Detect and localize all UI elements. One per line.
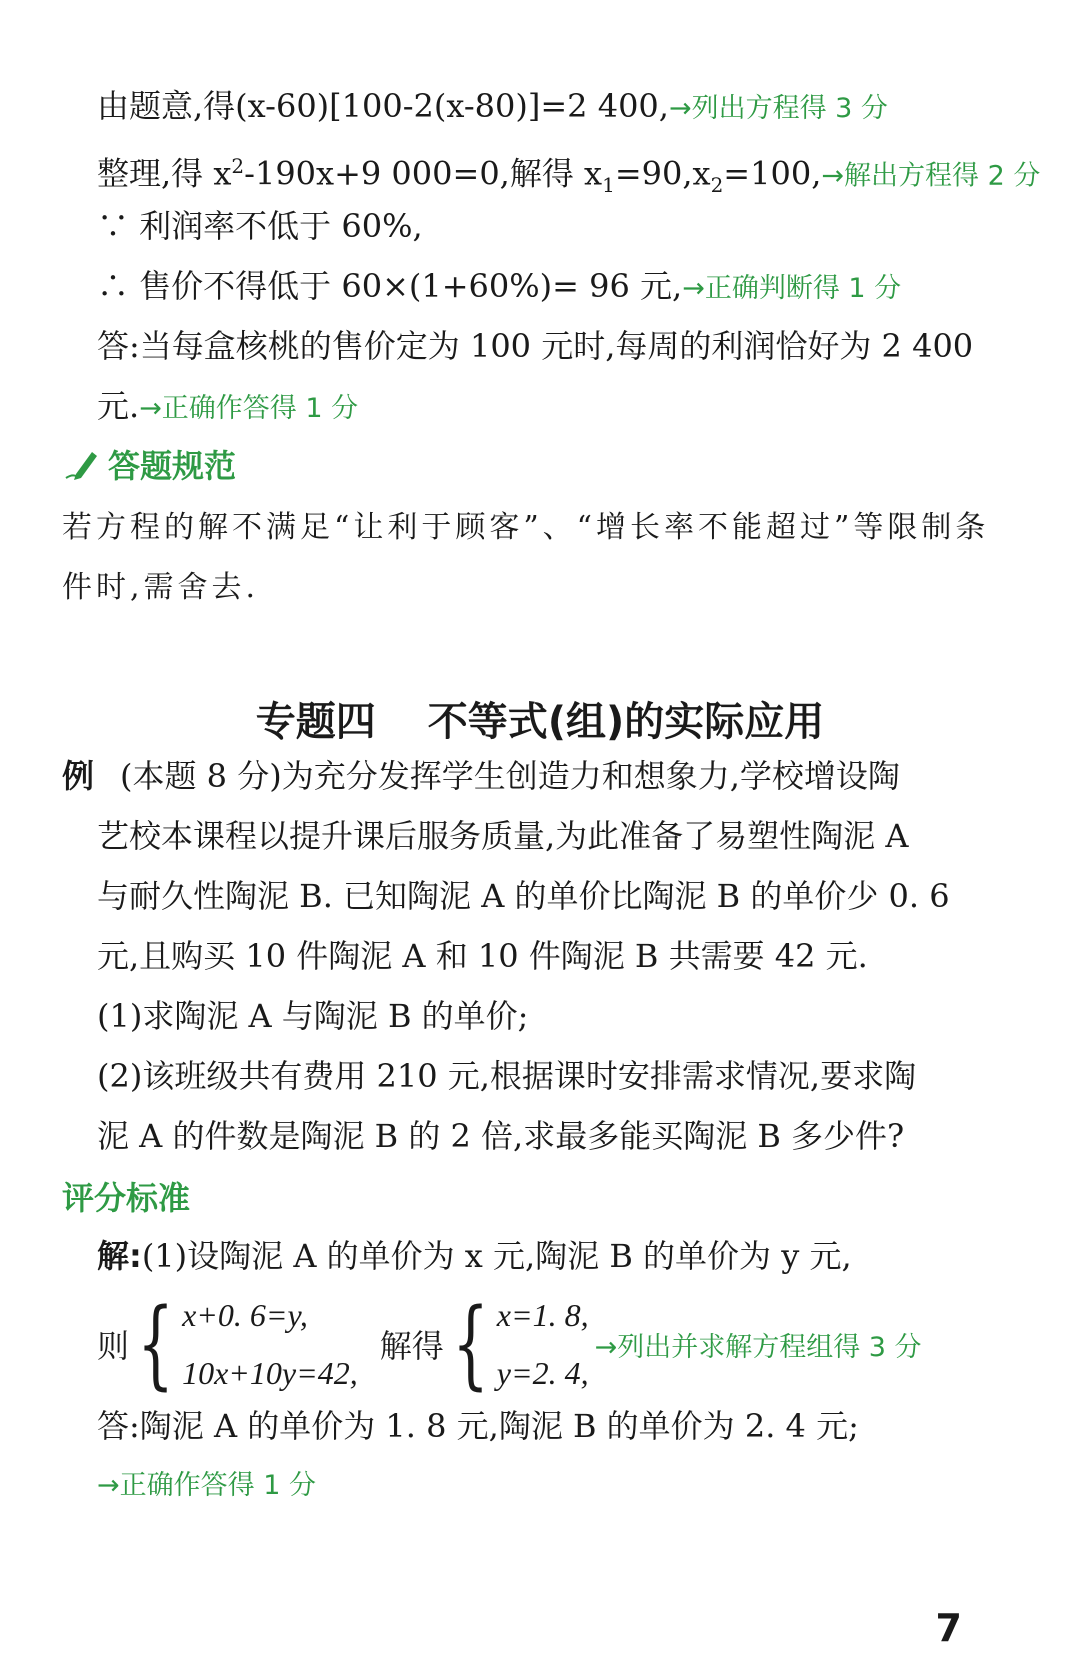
example-line-2: 艺校本课程以提升课后服务质量,为此准备了易塑性陶泥 A bbox=[97, 817, 909, 855]
question-1: (1)求陶泥 A 与陶泥 B 的单价; bbox=[97, 997, 529, 1035]
equation-system: 则 { x+0. 6=y, 10x+10y=42, 解得 { x=1. 8, y=2. 4, →列出并求解方程组得 3 分 bbox=[97, 1288, 922, 1400]
guidance-text-1: 若方程的解不满足“让利于顾客”、“增长率不能超过”等限制条 bbox=[62, 510, 990, 545]
solution-x: x=1. 8, bbox=[496, 1297, 589, 1333]
score-note: →列出方程得 3 分 bbox=[668, 93, 888, 124]
answer-line-2: 元.→正确作答得 1 分 bbox=[97, 387, 359, 425]
topic-name: 不等式(组)的实际应用 bbox=[427, 699, 825, 745]
left-brace: { bbox=[451, 1288, 489, 1400]
example-line-1: 例 (本题 8 分)为充分发挥学生创造力和想象力,学校增设陶 bbox=[62, 757, 900, 795]
solution-y: y=2. 4, bbox=[496, 1355, 589, 1391]
scoring-heading: 评分标准 bbox=[62, 1179, 191, 1217]
equation-line-2: 整理,得 $x^2-190x+9$ 000=0,解得 $x_1=90,x_2=100,\to$解出方程得 2 分 bbox=[97, 154, 1041, 198]
topic-label: 专题四 bbox=[255, 699, 376, 745]
answer-line-1: 答:当每盒核桃的售价定为 100 元时,每周的利润恰好为 2 400 bbox=[97, 327, 974, 365]
equation-line-1: 由题意,得(x-60)[100-2(x-80)]=2 400,→列出方程得 3 分 bbox=[97, 87, 888, 125]
score-note: →列出并求解方程组得 3 分 bbox=[594, 1331, 922, 1363]
topic-title bbox=[0, 690, 1080, 747]
score-note: →解出方程得 2 分 bbox=[821, 160, 1041, 192]
example-line-3: 与耐久性陶泥 B. 已知陶泥 A 的单价比陶泥 B 的单价少 0. 6 bbox=[97, 877, 950, 915]
reason-line: ∵ 利润率不低于 60%, bbox=[97, 207, 423, 245]
example-line-4: 元,且购买 10 件陶泥 A 和 10 件陶泥 B 共需要 42 元. bbox=[97, 937, 868, 975]
left-brace: { bbox=[137, 1288, 174, 1400]
equation-1: x+0. 6=y, bbox=[182, 1297, 308, 1333]
solution-answer: 答:陶泥 A 的单价为 1. 8 元,陶泥 B 的单价为 2. 4 元; bbox=[97, 1407, 859, 1445]
score-note: →正确作答得 1 分 bbox=[139, 393, 359, 424]
solution-line-1: 解:(1)设陶泥 A 的单价为 x 元,陶泥 B 的单价为 y 元, bbox=[97, 1237, 852, 1275]
conclusion-line: ∴ 售价不得低于 60×(1+60%)= 96 元,→正确判断得 1 分 bbox=[97, 267, 902, 305]
solve-label: 解: bbox=[97, 1237, 142, 1275]
guidance-text-2: 件时,需舍去. bbox=[62, 570, 260, 605]
question-2-line-2: 泥 A 的件数是陶泥 B 的 2 倍,求最多能买陶泥 B 多少件? bbox=[97, 1117, 905, 1155]
guidance-heading: 答题规范 bbox=[62, 446, 236, 491]
equation-2: 10x+10y=42, bbox=[182, 1355, 358, 1391]
score-note: →正确作答得 1 分 bbox=[97, 1470, 316, 1501]
pencil-icon bbox=[62, 446, 102, 491]
score-note: →正确判断得 1 分 bbox=[682, 273, 902, 304]
example-tag: 例 bbox=[62, 757, 95, 795]
question-2-line-1: (2)该班级共有费用 210 元,根据课时安排需求情况,要求陶 bbox=[97, 1057, 917, 1095]
page-number: 7 bbox=[935, 1606, 962, 1650]
